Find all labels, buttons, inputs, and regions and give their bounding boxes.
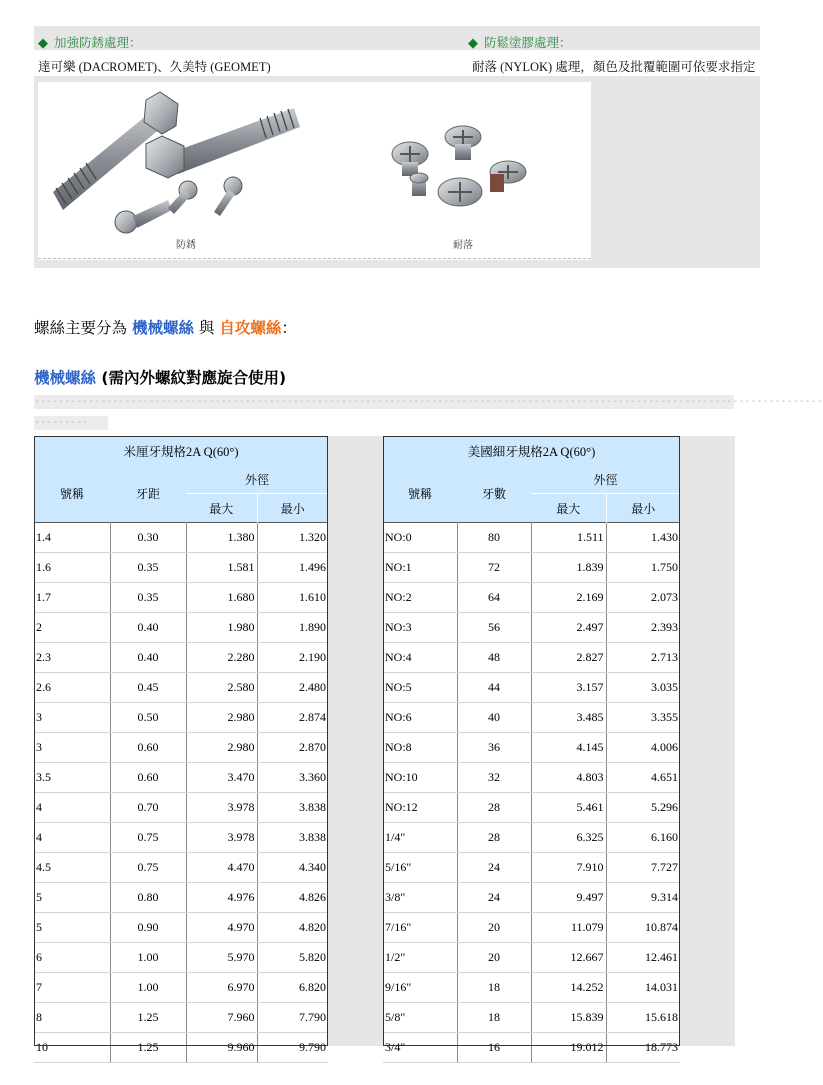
table-row [34, 613, 328, 643]
diamond-bullet-icon: ◆ [468, 36, 478, 51]
treatment-heading-nylok: ◆ 防鬆塗膠處理： [468, 35, 572, 51]
cell-min: 2.073 [606, 583, 680, 613]
nylok-screw-icon [438, 178, 482, 206]
table-row [34, 793, 328, 823]
cell-pitch: 20 [457, 943, 531, 973]
table-row [34, 853, 328, 883]
cell-min: 1.750 [606, 553, 680, 583]
cell-min: 4.826 [257, 883, 328, 913]
cell-pitch: 40 [457, 703, 531, 733]
cell-min: 12.461 [606, 943, 680, 973]
cell-pitch: 0.90 [110, 913, 186, 943]
cell-min: 2.713 [606, 643, 680, 673]
col-name: 號稱 [383, 465, 457, 523]
machine-screw-label: 機械螺絲 [131, 319, 194, 337]
cell-max: 6.325 [531, 823, 606, 853]
table-row [34, 523, 328, 553]
tapping-screw-label: 自攻螺絲 [219, 319, 282, 337]
treatment-desc-nylok: 耐落 (NYLOK) 處理，顏色及批覆範圍可依要求指定 [472, 60, 756, 74]
cell-pitch: 0.35 [110, 583, 186, 613]
cell-min: 3.360 [257, 763, 328, 793]
table-row [34, 823, 328, 853]
cell-max: 2.497 [531, 613, 606, 643]
cell-min: 1.610 [257, 583, 328, 613]
cell-name: 3 [34, 703, 110, 733]
cell-min: 5.296 [606, 793, 680, 823]
table-row [383, 1033, 680, 1063]
cell-name: 10 [34, 1033, 110, 1063]
cell-min: 4.340 [257, 853, 328, 883]
machine-screw-heading: 機械螺絲 (需內外螺紋對應旋合使用) [34, 369, 287, 387]
cell-max: 1.839 [531, 553, 606, 583]
cell-name: 2 [34, 613, 110, 643]
nylok-screw-icon [410, 173, 428, 196]
cell-min: 2.870 [257, 733, 328, 763]
table-row [34, 703, 328, 733]
cell-max: 2.980 [186, 733, 257, 763]
cell-pitch: 0.75 [110, 823, 186, 853]
treatment-heading-rust: ◆ 加強防銹處理： [38, 35, 142, 51]
cell-max: 4.970 [186, 913, 257, 943]
cell-pitch: 1.00 [110, 973, 186, 1003]
col-max: 最大 [186, 494, 257, 523]
cell-max: 14.252 [531, 973, 606, 1003]
cell-min: 1.430 [606, 523, 680, 553]
col-od: 外徑 [531, 465, 680, 494]
cell-name: NO:5 [383, 673, 457, 703]
cell-pitch: 1.00 [110, 943, 186, 973]
cell-pitch: 28 [457, 793, 531, 823]
cell-name: 1/4" [383, 823, 457, 853]
cell-min: 1.496 [257, 553, 328, 583]
cell-max: 2.980 [186, 703, 257, 733]
cell-name: 2.6 [34, 673, 110, 703]
cell-pitch: 0.60 [110, 763, 186, 793]
product-photo [38, 82, 591, 260]
cell-min: 2.393 [606, 613, 680, 643]
nylok-screw-icon [490, 161, 526, 192]
cell-name: 4.5 [34, 853, 110, 883]
cell-max: 4.803 [531, 763, 606, 793]
cell-max: 2.169 [531, 583, 606, 613]
cell-name: 7 [34, 973, 110, 1003]
cell-name: 9/16" [383, 973, 457, 1003]
cell-max: 9.497 [531, 883, 606, 913]
cell-max: 12.667 [531, 943, 606, 973]
cell-pitch: 16 [457, 1033, 531, 1063]
cell-name: 3/8" [383, 883, 457, 913]
table-row [383, 703, 680, 733]
cell-min: 6.160 [606, 823, 680, 853]
cell-min: 15.618 [606, 1003, 680, 1033]
cell-pitch: 24 [457, 853, 531, 883]
table-row [34, 943, 328, 973]
cell-pitch: 36 [457, 733, 531, 763]
cell-pitch: 0.75 [110, 853, 186, 883]
col-pitch: 牙距 [110, 465, 186, 523]
table-gap-right [680, 436, 735, 1046]
cell-name: 6 [34, 943, 110, 973]
cell-max: 2.280 [186, 643, 257, 673]
cell-pitch: 56 [457, 613, 531, 643]
table-row [34, 973, 328, 1003]
cell-name: 2.3 [34, 643, 110, 673]
cell-min: 3.838 [257, 823, 328, 853]
cell-min: 18.773 [606, 1033, 680, 1063]
cell-pitch: 28 [457, 823, 531, 853]
cell-name: NO:6 [383, 703, 457, 733]
dashed-divider-short: --------- [34, 416, 108, 430]
metric-thread-table [34, 436, 328, 1063]
cell-name: 1.6 [34, 553, 110, 583]
table-row [34, 553, 328, 583]
cell-name: 4 [34, 793, 110, 823]
cell-min: 9.314 [606, 883, 680, 913]
cell-max: 3.470 [186, 763, 257, 793]
cell-min: 3.838 [257, 793, 328, 823]
cell-pitch: 0.70 [110, 793, 186, 823]
table-row [383, 613, 680, 643]
nylok-screw-icon [392, 142, 428, 176]
cell-max: 3.485 [531, 703, 606, 733]
cell-min: 6.820 [257, 973, 328, 1003]
cell-min: 2.874 [257, 703, 328, 733]
cell-max: 11.079 [531, 913, 606, 943]
cell-min: 2.480 [257, 673, 328, 703]
cell-pitch: 0.35 [110, 553, 186, 583]
cell-max: 4.976 [186, 883, 257, 913]
cell-pitch: 1.25 [110, 1033, 186, 1063]
table-row [383, 853, 680, 883]
table-row [383, 553, 680, 583]
cell-max: 1.680 [186, 583, 257, 613]
screw-photo-illustration [38, 82, 591, 260]
cell-min: 7.790 [257, 1003, 328, 1033]
cell-pitch: 0.40 [110, 643, 186, 673]
cell-pitch: 0.40 [110, 613, 186, 643]
table-row [383, 583, 680, 613]
col-name: 號稱 [34, 465, 110, 523]
cell-name: 1.4 [34, 523, 110, 553]
table-row [34, 883, 328, 913]
metric-table-title: 米厘牙規格2A Q(60°) [34, 436, 328, 465]
cell-pitch: 1.25 [110, 1003, 186, 1033]
table-row [383, 523, 680, 553]
cell-pitch: 0.30 [110, 523, 186, 553]
cell-max: 5.970 [186, 943, 257, 973]
cell-pitch: 72 [457, 553, 531, 583]
us-table-title: 美國細牙規格2A Q(60°) [383, 436, 680, 465]
cell-name: 8 [34, 1003, 110, 1033]
col-od: 外徑 [186, 465, 328, 494]
cell-pitch: 24 [457, 883, 531, 913]
table-row [383, 1003, 680, 1033]
table-row [34, 673, 328, 703]
small-screw-icon [115, 200, 172, 233]
col-min: 最小 [257, 494, 328, 523]
table-row [34, 763, 328, 793]
cell-pitch: 18 [457, 973, 531, 1003]
cell-max: 19.012 [531, 1033, 606, 1063]
table-row [34, 1033, 328, 1063]
cell-max: 4.145 [531, 733, 606, 763]
table-row [34, 733, 328, 763]
table-row [34, 583, 328, 613]
cell-pitch: 80 [457, 523, 531, 553]
cell-min: 3.355 [606, 703, 680, 733]
screw-types-heading: 螺絲主要分為 機械螺絲 與 自攻螺絲： [34, 319, 297, 337]
cell-min: 1.890 [257, 613, 328, 643]
small-screw-icon [168, 181, 197, 214]
cell-max: 3.978 [186, 823, 257, 853]
dashed-divider: ----------------------------------------------------------------------------------------------------------------------------------- [34, 396, 823, 407]
treatment-desc-rust: 達可樂 (DACROMET)、久美特 (GEOMET) [38, 60, 271, 74]
photo-caption-nylok: 耐落 [453, 240, 473, 251]
cell-name: 3.5 [34, 763, 110, 793]
cell-name: 3/4" [383, 1033, 457, 1063]
table-row [34, 643, 328, 673]
cell-pitch: 0.80 [110, 883, 186, 913]
cell-min: 4.820 [257, 913, 328, 943]
cell-min: 1.320 [257, 523, 328, 553]
diamond-bullet-icon: ◆ [38, 36, 48, 51]
photo-divider [38, 258, 591, 259]
table-row [34, 913, 328, 943]
cell-name: 5 [34, 883, 110, 913]
cell-max: 5.461 [531, 793, 606, 823]
cell-max: 1.581 [186, 553, 257, 583]
cell-name: NO:12 [383, 793, 457, 823]
cell-max: 3.978 [186, 793, 257, 823]
cell-pitch: 18 [457, 1003, 531, 1033]
table-row [383, 913, 680, 943]
cell-min: 14.031 [606, 973, 680, 1003]
nylok-screw-icon [445, 126, 481, 160]
cell-max: 15.839 [531, 1003, 606, 1033]
cell-name: NO:8 [383, 733, 457, 763]
table-row [34, 1003, 328, 1033]
table-row [383, 823, 680, 853]
cell-max: 9.960 [186, 1033, 257, 1063]
cell-min: 4.006 [606, 733, 680, 763]
cell-name: NO:1 [383, 553, 457, 583]
table-row [383, 763, 680, 793]
cell-pitch: 0.45 [110, 673, 186, 703]
cell-min: 9.790 [257, 1033, 328, 1063]
table-row [383, 883, 680, 913]
cell-name: NO:0 [383, 523, 457, 553]
cell-name: NO:3 [383, 613, 457, 643]
cell-max: 2.827 [531, 643, 606, 673]
photo-caption-rust: 防銹 [176, 240, 196, 251]
cell-min: 7.727 [606, 853, 680, 883]
cell-name: 1.7 [34, 583, 110, 613]
cell-min: 2.190 [257, 643, 328, 673]
cell-name: NO:4 [383, 643, 457, 673]
cell-name: NO:2 [383, 583, 457, 613]
cell-name: 3 [34, 733, 110, 763]
cell-name: NO:10 [383, 763, 457, 793]
cell-min: 5.820 [257, 943, 328, 973]
cell-name: 1/2" [383, 943, 457, 973]
table-row [383, 943, 680, 973]
table-gap [328, 436, 383, 1046]
cell-min: 4.651 [606, 763, 680, 793]
cell-max: 4.470 [186, 853, 257, 883]
cell-min: 10.874 [606, 913, 680, 943]
us-fine-thread-table [383, 436, 680, 1063]
table-row [383, 733, 680, 763]
cell-max: 6.970 [186, 973, 257, 1003]
col-max: 最大 [531, 494, 606, 523]
table-row [383, 673, 680, 703]
cell-name: 5 [34, 913, 110, 943]
cell-max: 1.980 [186, 613, 257, 643]
cell-pitch: 64 [457, 583, 531, 613]
cell-max: 1.380 [186, 523, 257, 553]
cell-max: 1.511 [531, 523, 606, 553]
col-tpi: 牙數 [457, 465, 531, 523]
cell-pitch: 20 [457, 913, 531, 943]
cell-name: 5/16" [383, 853, 457, 883]
cell-max: 2.580 [186, 673, 257, 703]
col-min: 最小 [606, 494, 680, 523]
cell-min: 3.035 [606, 673, 680, 703]
cell-name: 4 [34, 823, 110, 853]
table-row [383, 793, 680, 823]
table-row [383, 973, 680, 1003]
small-screw-icon [214, 177, 242, 216]
cell-max: 7.960 [186, 1003, 257, 1033]
cell-max: 3.157 [531, 673, 606, 703]
table-row [383, 643, 680, 673]
cell-pitch: 48 [457, 643, 531, 673]
cell-name: 5/8" [383, 1003, 457, 1033]
cell-max: 7.910 [531, 853, 606, 883]
cell-pitch: 32 [457, 763, 531, 793]
cell-pitch: 0.60 [110, 733, 186, 763]
cell-name: 7/16" [383, 913, 457, 943]
cell-pitch: 0.50 [110, 703, 186, 733]
cell-pitch: 44 [457, 673, 531, 703]
